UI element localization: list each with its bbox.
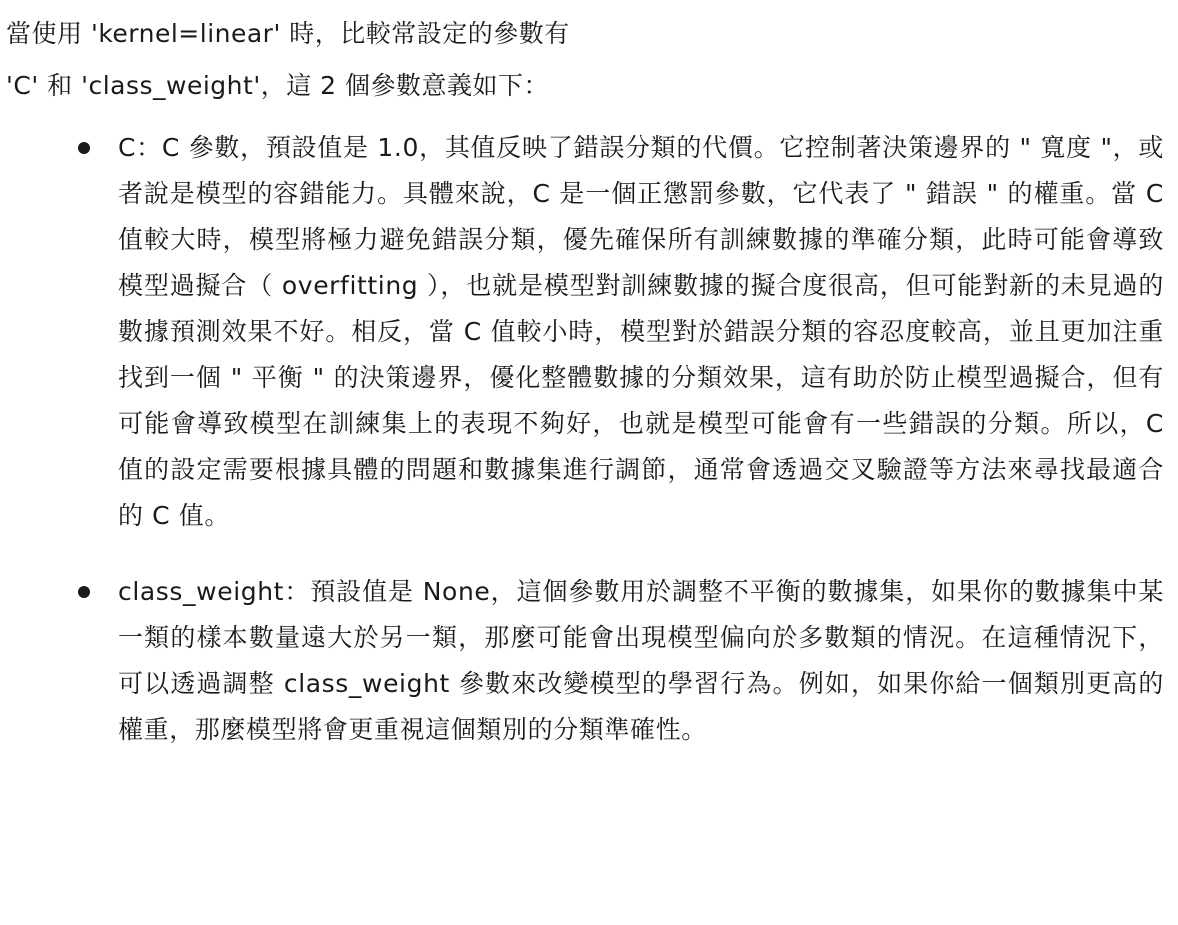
list-item-c-parameter <box>0 125 1178 539</box>
bullet-dot-icon <box>78 586 90 598</box>
list-item-text: C：C 參數，預設值是 1.0，其值反映了錯誤分類的代價。它控制著決策邊界的 " 寬度 "，或者說是模型的容錯能力。具體來說，C 是一個正懲罰參數，它代表了 " 錯誤 " 的權重。當 C 值較大時，模型將極力避免錯誤分類，優先確保所有訓練數據的準確分類，此時可能會導致模型過擬合（ overfitting ），也就是模型對訓練數據的擬合度很高，但可能對新的未見過的數據預測效果不好。相反，當 C 值較小時，模型對於錯誤分類的容忍度較高，並且更加注重找到一個 " 平衡 " 的決策邊界，優化整體數據的分類效果，這有助於防止模型過擬合，但有可能會導致模型在訓練集上的表現不夠好，也就是模型可能會有一些錯誤的分類。所以，C 值的設定需要根據具體的問題和數據集進行調節，通常會透過交叉驗證等方法來尋找最適合的 C 值。 <box>118 133 1164 530</box>
list-item-class-weight-parameter <box>0 569 1178 753</box>
list-item-text: class_weight：預設值是 None，這個參數用於調整不平衡的數據集，如果你的數據集中某一類的樣本數量遠大於另一類，那麼可能會出現模型偏向於多數類的情況。在這種情況下，可以透過調整 class_weight 參數來改變模型的學習行為。例如，如果你給一個類別更高的權重，那麼模型將會更重視這個類別的分類準確性。 <box>118 577 1164 744</box>
parameter-list <box>0 125 1178 753</box>
bullet-dot-icon <box>78 142 90 154</box>
intro-line-1: 當使用 'kernel=linear' 時，比較常設定的參數有 <box>6 19 570 48</box>
intro-line-2: 'C' 和 'class_weight'，這 2 個參數意義如下： <box>6 71 549 100</box>
intro-paragraph <box>6 8 1166 112</box>
